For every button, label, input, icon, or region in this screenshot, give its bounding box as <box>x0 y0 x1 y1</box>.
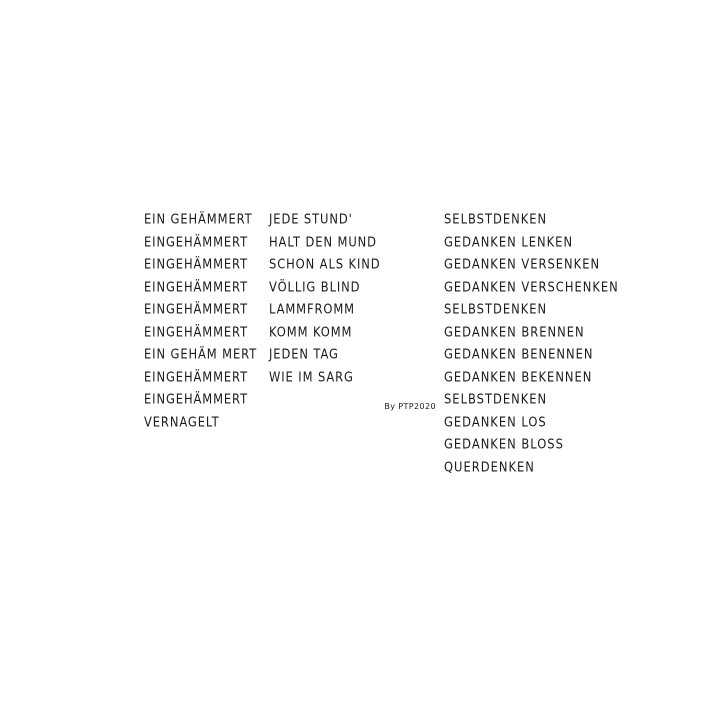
poem-line: KOMM KOMM <box>269 323 353 340</box>
poem-column-left <box>144 208 269 433</box>
signature: By PTP2020 <box>384 402 436 411</box>
poem-line: QUERDENKEN <box>444 458 535 475</box>
poem-column-middle <box>269 208 444 411</box>
poem-line: GEDANKEN BRENNEN <box>444 323 585 340</box>
poem-line: SELBSTDENKEN <box>444 391 548 407</box>
poem-line: GEDANKEN BLOSS <box>444 436 564 452</box>
poem-line: EINGEHÄMMERT <box>144 256 249 272</box>
poem-line: WIE IM SARG <box>269 368 354 385</box>
poem-line: GEDANKEN BENENNEN <box>444 346 594 362</box>
poem-column-right <box>444 208 694 478</box>
poem-line: VERNAGELT <box>144 413 220 430</box>
poem-line: JEDEN TAG <box>269 346 339 362</box>
poem-line: EINGEHÄMMERT <box>144 233 249 250</box>
poem-line: EINGEHÄMMERT <box>144 368 249 385</box>
poem-line: GEDANKEN VERSCHENKEN <box>444 278 619 295</box>
poem-line: SELBSTDENKEN <box>444 301 548 317</box>
poem-line: EIN GEHÄM MERT <box>144 346 258 362</box>
poem-line: LAMMFROMM <box>269 301 355 317</box>
poem-line: GEDANKEN LENKEN <box>444 233 574 250</box>
poem-line: SCHON ALS KIND <box>269 256 381 272</box>
poem-line: EIN GEHÄMMERT <box>144 211 253 227</box>
poem-line: EINGEHÄMMERT <box>144 391 249 407</box>
poem-line: GEDANKEN LOS <box>444 413 547 430</box>
poem-line: JEDE STUND' <box>269 211 353 227</box>
poem-line: HALT DEN MUND <box>269 233 377 250</box>
poem-line: EINGEHÄMMERT <box>144 323 249 340</box>
poem-line: VÖLLIG BLIND <box>269 278 361 295</box>
poem-columns <box>0 208 720 478</box>
poem-line: GEDANKEN BEKENNEN <box>444 368 593 385</box>
poem-line: EINGEHÄMMERT <box>144 301 249 317</box>
poem-line: GEDANKEN VERSENKEN <box>444 256 601 272</box>
poem-line: SELBSTDENKEN <box>444 211 548 227</box>
poem-line: EINGEHÄMMERT <box>144 278 249 295</box>
